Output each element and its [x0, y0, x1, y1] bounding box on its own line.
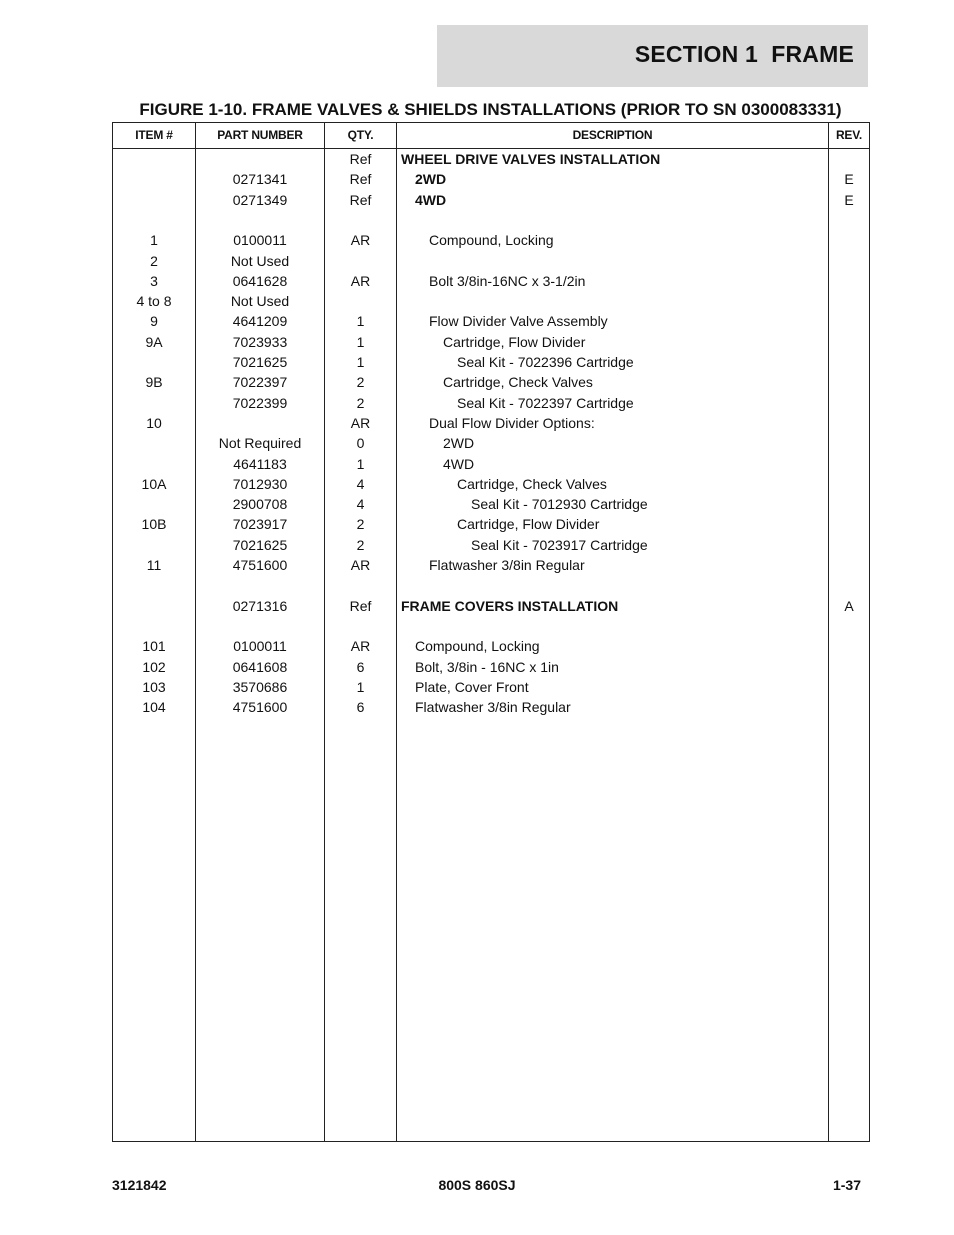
part-number-cell: 7012930: [232, 475, 288, 492]
table-row: [113, 251, 869, 271]
table-row: [113, 514, 869, 534]
qty-cell: 1: [356, 333, 365, 350]
table-row: [113, 433, 869, 453]
qty-cell: 2: [356, 536, 365, 553]
item-cell: 104: [142, 699, 166, 716]
item-cell: 9: [150, 313, 158, 330]
table-row: [113, 636, 869, 656]
qty-cell: AR: [350, 232, 371, 249]
table-row: [113, 596, 869, 616]
description-cell: Seal Kit - 7023917 Cartridge: [471, 536, 648, 553]
description-cell: Cartridge, Flow Divider: [457, 516, 600, 533]
qty-cell: 1: [356, 678, 365, 695]
part-number-cell: 0271316: [232, 597, 288, 614]
part-number-cell: 0641628: [232, 272, 288, 289]
part-number-cell: 0100011: [233, 638, 287, 655]
table-row: [113, 210, 869, 230]
part-number-cell: 2900708: [232, 496, 288, 513]
part-number-cell: 7023917: [232, 516, 288, 533]
item-cell: 3: [150, 272, 158, 289]
description-cell: Compound, Locking: [429, 232, 554, 249]
parts-table: [112, 122, 870, 1142]
part-number-cell: 7021625: [232, 536, 288, 553]
table-row: [113, 413, 869, 433]
column-header-rev: REV.: [835, 128, 863, 142]
qty-cell: 1: [356, 354, 365, 370]
table-row: [113, 169, 869, 189]
qty-cell: Ref: [349, 597, 372, 614]
part-number-cell: Not Used: [230, 252, 290, 269]
description-cell: Bolt 3/8in-16NC x 3-1/2in: [429, 272, 586, 289]
table-row: [113, 352, 869, 372]
table-row: [113, 535, 869, 555]
qty-cell: AR: [350, 414, 371, 431]
description-cell: Compound, Locking: [415, 638, 540, 655]
section-title: SECTION 1 FRAME: [634, 41, 854, 67]
description-cell: FRAME COVERS INSTALLATION: [401, 597, 619, 614]
part-number-cell: 7021625: [232, 354, 288, 370]
rev-cell: A: [844, 597, 854, 614]
table-row: [113, 311, 869, 331]
table-row: [113, 149, 869, 169]
part-number-cell: Not Required: [218, 435, 302, 452]
table-row: [113, 474, 869, 494]
column-header-item: ITEM #: [135, 128, 173, 142]
item-cell: 10A: [141, 475, 167, 492]
figure-title: FIGURE 1-10. FRAME VALVES & SHIELDS INSTALLATIONS (PRIOR TO SN 0300083331): [139, 100, 842, 119]
qty-cell: Ref: [349, 151, 372, 167]
table-row: [113, 616, 869, 636]
column-header-description: DESCRIPTION: [572, 128, 653, 142]
table-row: [113, 271, 869, 291]
column-header-part-number: PART NUMBER: [217, 128, 303, 142]
item-cell: 101: [142, 638, 166, 655]
description-cell: WHEEL DRIVE VALVES INSTALLATION: [401, 151, 661, 167]
qty-cell: 2: [356, 516, 365, 533]
item-cell: 10: [146, 414, 162, 431]
qty-cell: 1: [356, 455, 365, 472]
part-number-cell: 7022397: [232, 374, 288, 391]
item-cell: 2: [150, 252, 158, 269]
part-number-cell: 3570686: [232, 678, 288, 695]
qty-cell: 2: [356, 394, 365, 411]
item-cell: 10B: [141, 516, 167, 533]
description-cell: 2WD: [415, 171, 447, 188]
part-number-cell: 4641183: [233, 455, 287, 472]
item-cell: 103: [142, 678, 166, 695]
qty-cell: AR: [350, 638, 371, 655]
description-cell: Plate, Cover Front: [415, 678, 529, 695]
qty-cell: 0: [356, 435, 365, 452]
table-row: [113, 190, 869, 210]
table-row: [113, 555, 869, 575]
part-number-cell: Not Used: [230, 293, 290, 310]
part-number-cell: 7022399: [232, 394, 288, 411]
item-cell: 9A: [145, 333, 163, 350]
section-banner: [437, 25, 868, 87]
item-cell: 102: [142, 658, 166, 675]
part-number-cell: 0271349: [232, 191, 288, 208]
description-cell: Seal Kit - 7022397 Cartridge: [457, 394, 634, 411]
part-number-cell: 4751600: [232, 699, 288, 716]
description-cell: Seal Kit - 7012930 Cartridge: [471, 496, 648, 513]
table-row: [113, 657, 869, 677]
description-cell: 4WD: [443, 455, 475, 472]
rev-cell: E: [844, 171, 854, 188]
item-cell: 1: [150, 232, 158, 249]
description-cell: Cartridge, Check Valves: [457, 475, 607, 492]
rev-cell: E: [844, 191, 854, 208]
table-row: [113, 393, 869, 413]
description-cell: Cartridge, Check Valves: [443, 374, 593, 391]
description-cell: Dual Flow Divider Options:: [429, 414, 595, 431]
part-number-cell: 0271341: [232, 171, 288, 188]
table-row: [113, 697, 869, 717]
part-number-cell: 7023933: [232, 333, 288, 350]
qty-cell: 4: [356, 496, 365, 513]
qty-cell: 2: [356, 374, 365, 391]
qty-cell: AR: [350, 272, 371, 289]
part-number-cell: 4751600: [232, 557, 288, 573]
item-cell: 9B: [145, 374, 163, 391]
table-row: [113, 230, 869, 250]
qty-cell: Ref: [349, 171, 372, 188]
description-cell: Flatwasher 3/8in Regular: [415, 699, 571, 716]
description-cell: Bolt, 3/8in - 16NC x 1in: [415, 658, 559, 675]
table-row: [113, 494, 869, 514]
qty-cell: 1: [356, 313, 365, 330]
qty-cell: 6: [356, 699, 365, 716]
description-cell: Cartridge, Flow Divider: [443, 333, 586, 350]
part-number-cell: 4641209: [232, 313, 288, 330]
table-row: [113, 575, 869, 595]
description-cell: Seal Kit - 7022396 Cartridge: [457, 354, 634, 370]
table-row: [113, 372, 869, 392]
table-row: [113, 677, 869, 697]
description-cell: 2WD: [443, 435, 475, 452]
qty-cell: 4: [356, 475, 365, 492]
table-row: [113, 332, 869, 352]
page-number: 1-37: [832, 1177, 861, 1193]
part-number-cell: 0100011: [233, 232, 287, 249]
item-cell: 4 to 8: [136, 293, 172, 310]
description-cell: Flatwasher 3/8in Regular: [429, 557, 585, 573]
part-number-cell: 0641608: [232, 658, 288, 675]
model-name: 800S 860SJ: [438, 1177, 516, 1193]
qty-cell: 6: [356, 658, 365, 675]
description-cell: Flow Divider Valve Assembly: [429, 313, 608, 330]
description-cell: 4WD: [415, 191, 447, 208]
table-row: [113, 454, 869, 474]
document-number: 3121842: [112, 1177, 167, 1193]
table-row: [113, 291, 869, 311]
qty-cell: Ref: [349, 191, 372, 208]
item-cell: 11: [146, 557, 162, 573]
qty-cell: AR: [350, 557, 371, 573]
column-header-qty: QTY.: [347, 128, 374, 142]
